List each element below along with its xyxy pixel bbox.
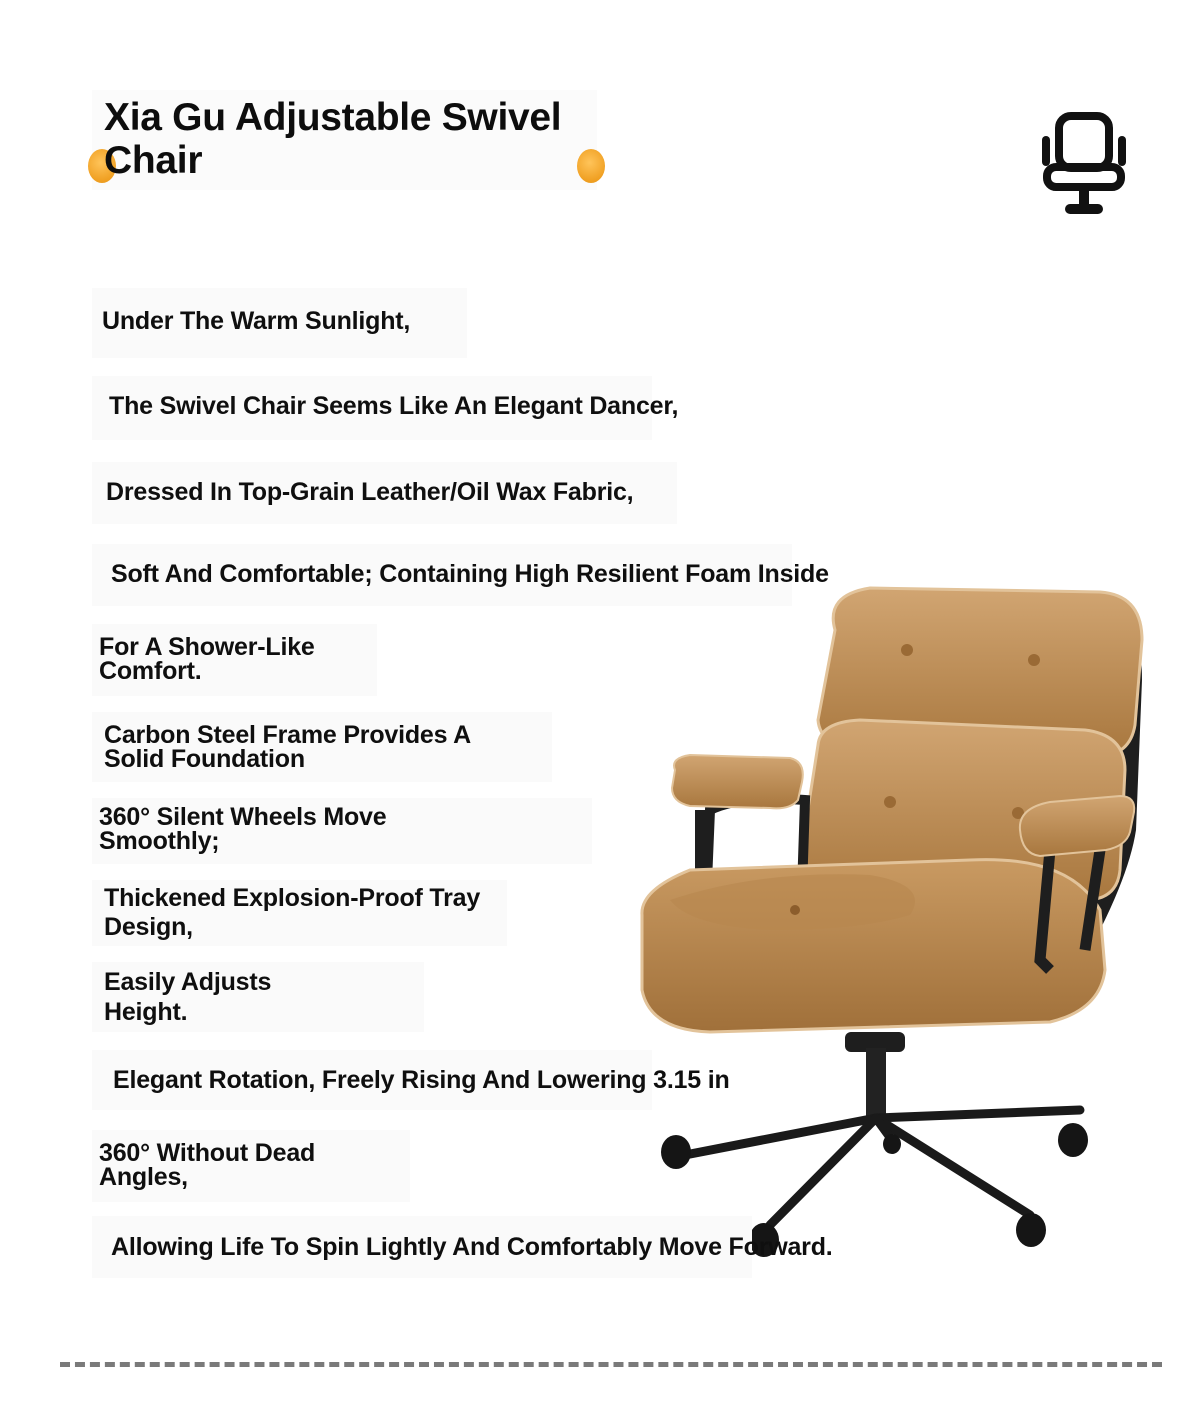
description-line: Soft And Comfortable; Containing High Resilient Foam Inside — [111, 560, 829, 588]
description-line: The Swivel Chair Seems Like An Elegant Dancer, — [109, 392, 679, 420]
description-line: Under The Warm Sunlight, — [102, 307, 411, 335]
description-line: Carbon Steel Frame Provides A Solid Foundation — [104, 721, 471, 773]
description-line: Dressed In Top-Grain Leather/Oil Wax Fabric, — [106, 478, 634, 506]
description-line: 360° Silent Wheels Move Smoothly; — [99, 803, 387, 855]
product-title: Xia Gu Adjustable Swivel Chair — [104, 96, 562, 182]
description-line: Thickened Explosion-Proof Tray Design, — [104, 884, 481, 941]
office-chair-icon — [1038, 110, 1130, 216]
description-line: Easily Adjusts Height. — [104, 968, 272, 1026]
dashed-divider — [60, 1362, 1162, 1367]
description-line: For A Shower-Like Comfort. — [99, 633, 315, 685]
description-line: 360° Without Dead Angles, — [99, 1139, 316, 1191]
description-line: Allowing Life To Spin Lightly And Comfortably Move Forward. — [111, 1233, 833, 1261]
description-line: Elegant Rotation, Freely Rising And Lowering 3.15 in — [113, 1066, 730, 1094]
product-image-swivel-chair — [630, 570, 1160, 1270]
